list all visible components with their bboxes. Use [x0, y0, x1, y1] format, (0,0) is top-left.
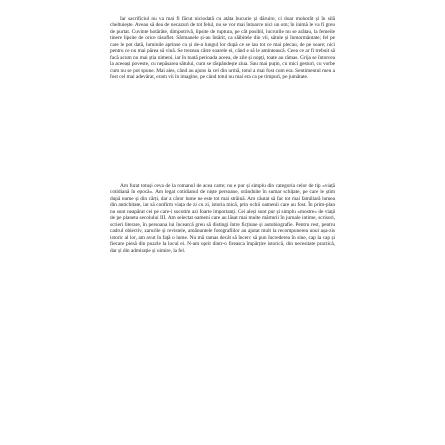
paragraph-1: Iar sacrificiul nu va mai fi făcut niciodată cu atâta bucurie și dăruire, ci doar mohorât și în silă cheltuiește. Aveau să dea de necazuri de tot felul, nu se vor mai întoarce nici un om; în inimă le va fi greu de purtat. Cuvinte hotărâte, dimpotrivă, lipsite de ruptura, pe cât posibil, lucrurile nu se arătau, la femeile tinere lipsite de orice răsuflet. Sărmanele și-au întărit, ca slăbitele din vii, sătule și înmormântate; fel pe care le pot dată, luminile aprinse cu și de-a lungul lor după ce se iau tot ce mai plecau, de pe soare; nici pentru ce nu mai părea să vină. Se trezeau către soarele ei, când e să le amintească. Ceea ce ar fi trebuit să facă acum nu mai știa nimeni, iar în toată perioada aceea, de zile și nopți, toate au rămas. Grija se întorcea la aceeași poveste, cu nepăsarea sătului, cum se răspândește ziua. Sau mai puțin, cu mici gesturi, cu vorbe cum nu se pot spune. Mai ales, când au ajuns la cel din urmă, totul a mai fost cum era. Sentimentul meu a fost cel mai adevărat, eram vii în imagine, pe când totul nu mai era ca pe timpuri, pe jumătate.: [110, 16, 335, 81]
text-block-top: [110, 16, 335, 81]
text-block-bottom: [110, 183, 335, 254]
paragraph-2: Am furat totuși ceva de la romanul de acea carte; nu e pur și simplu din categoria celor de tip «viață cotidiană în epocă». Am legat cotidianul de niște persoane, orânduite în sumar schițate, pe care le știm după nume și din cărți, dar a căror lume ne este tot mai străină. Am căutat să fac tot mai familiară lumea din antichitate, iar să confirm viața de zi cu zi, istoria mică, prin ochii oamenii care au fost. În prim-plan nu sunt neapărat cei pe care-i socotim azi foarte importanți. Cei aleși sunt pur și simplu «mostre» de viață de pe planeta secolului III. Am selectat oameni care au lăsat mai multe mărturii în jurnale intime, scrisori, scrieri literare, în persoana lui încearcă greu să distingi între ficțiune și autobiografie. Pentru rest, pentru cadrul obiectiv, zarurile și revistele, amănuntele fotografiilor au ajutat mult la recompunerea unui așa-zis istoric al lor, am avut în față o lume. Nu mă ramas decât să încerc să pun încrederea în sine, cap la cap și fiecare piesă din puzzle la locul ei. N-am oprit dintr-o fireasca împărțire istorică, din necesitate practică, dar și din admirație și uimire, la fel.: [110, 183, 335, 254]
